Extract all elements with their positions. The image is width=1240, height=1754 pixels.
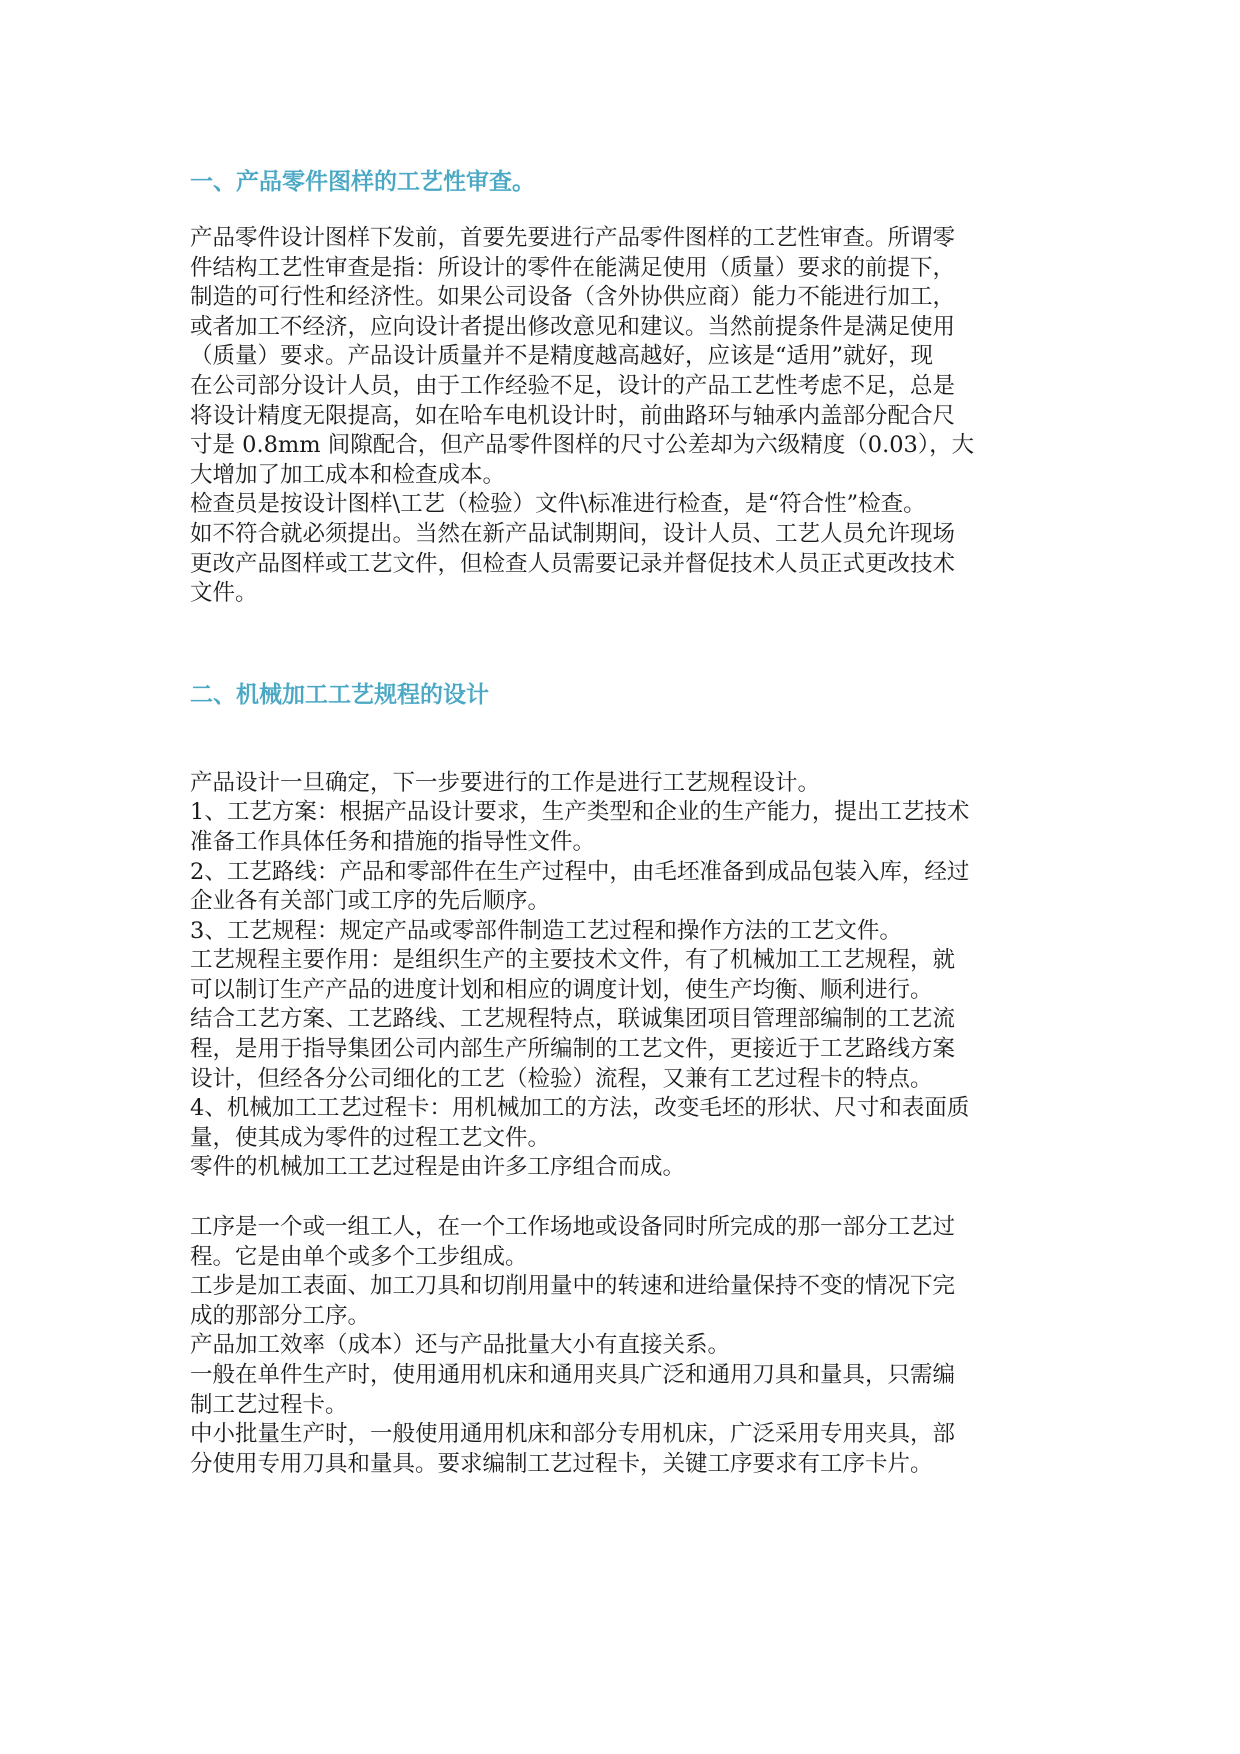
text-line: 程，是用于指导集团公司内部生产所编制的工艺文件，更接近于工艺路线方案: [190, 1036, 956, 1063]
text-line: 制造的可行性和经济性。如果公司设备（含外协供应商）能力不能进行加工，: [190, 284, 956, 311]
section-2-paragraph-a: [190, 769, 1050, 1183]
text-line: 工步是加工表面、加工刀具和切削用量中的转速和进给量保持不变的情况下完: [190, 1273, 956, 1300]
document-body: [190, 150, 1050, 1479]
text-line: 企业各有关部门或工序的先后顺序。: [190, 888, 551, 915]
text-line: 3、工艺规程：规定产品或零部件制造工艺过程和操作方法的工艺文件。: [190, 917, 902, 944]
text-line: 检查员是按设计图样\工艺（检验）文件\标准进行检查，是“符合性”检查。: [190, 491, 926, 518]
text-line: 更改产品图样或工艺文件，但检查人员需要记录并督促技术人员正式更改技术: [190, 550, 956, 577]
text-line: 程。它是由单个或多个工步组成。: [190, 1243, 528, 1270]
text-line: （质量）要求。产品设计质量并不是精度越高越好，应该是“适用”就好，现: [190, 343, 934, 370]
text-line: 产品设计一旦确定，下一步要进行的工作是进行工艺规程设计。: [190, 769, 821, 796]
text-line: 一般在单件生产时，使用通用机床和通用夹具广泛和通用刀具和量具，只需编: [190, 1362, 956, 1388]
text-line: 1、工艺方案：根据产品设计要求，生产类型和企业的生产能力，提出工艺技术: [190, 799, 970, 826]
paragraph-spacer: [190, 1183, 1050, 1213]
text-line: 工艺规程主要作用：是组织生产的主要技术文件，有了机械加工工艺规程，就: [190, 947, 956, 974]
text-line: 件结构工艺性审查是指：所设计的零件在能满足使用（质量）要求的前提下，: [190, 254, 956, 281]
text-line: 4、机械加工工艺过程卡：用机械加工的方法，改变毛坯的形状、尺寸和表面质: [190, 1095, 970, 1122]
section-1-paragraph: [190, 224, 1050, 609]
text-line: 如不符合就必须提出。当然在新产品试制期间，设计人员、工艺人员允许现场: [190, 520, 956, 547]
text-line: 结合工艺方案、工艺路线、工艺规程特点，联诚集团项目管理部编制的工艺流: [190, 1006, 956, 1033]
text-line: 中小批量生产时，一般使用通用机床和部分专用机床，广泛采用专用夹具，部: [190, 1421, 956, 1448]
section-2-heading: 二、机械加工工艺规程的设计: [190, 680, 489, 708]
text-line: 设计，但经各分公司细化的工艺（检验）流程，又兼有工艺过程卡的特点。: [190, 1065, 933, 1092]
text-line: 在公司部分设计人员，由于工作经验不足，设计的产品工艺性考虑不足，总是: [190, 372, 956, 399]
text-line: 或者加工不经济，应向设计者提出修改意见和建议。当然前提条件是满足使用: [190, 313, 956, 340]
text-line: 产品零件设计图样下发前，首要先要进行产品零件图样的工艺性审查。所谓零: [190, 225, 956, 251]
text-line: 将设计精度无限提高，如在哈车电机设计时，前曲路环与轴承内盖部分配合尺: [190, 402, 956, 429]
text-line: 零件的机械加工工艺过程是由许多工序组合而成。: [190, 1154, 686, 1181]
text-line: 寸是 0.8mm 间隙配合，但产品零件图样的尺寸公差却为六级精度（0.03），大: [190, 432, 975, 459]
text-line: 2、工艺路线：产品和零部件在生产过程中，由毛坯准备到成品包装入库，经过: [190, 858, 970, 885]
section-1-heading: 一、产品零件图样的工艺性审查。: [190, 168, 535, 195]
text-line: 量，使其成为零件的过程工艺文件。: [190, 1124, 551, 1151]
text-line: 制工艺过程卡。: [190, 1391, 348, 1418]
section-2-paragraph-b: [190, 1213, 1050, 1479]
text-line: 工序是一个或一组工人，在一个工作场地或设备同时所完成的那一部分工艺过: [190, 1214, 956, 1241]
text-line: 产品加工效率（成本）还与产品批量大小有直接关系。: [190, 1332, 731, 1359]
text-line: 准备工作具体任务和措施的指导性文件。: [190, 828, 596, 855]
text-line: 可以制订生产产品的进度计划和相应的调度计划，使生产均衡、顺利进行。: [190, 976, 933, 1003]
text-line: 大增加了加工成本和检查成本。: [190, 461, 506, 488]
text-line: 分使用专用刀具和量具。要求编制工艺过程卡，关键工序要求有工序卡片。: [190, 1450, 933, 1477]
text-line: 文件。: [190, 580, 258, 607]
text-line: 成的那部分工序。: [190, 1302, 371, 1329]
